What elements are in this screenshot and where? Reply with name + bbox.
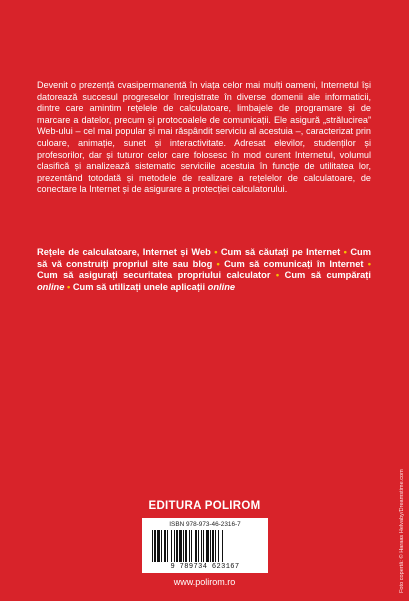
bullet-icon: • [216,258,220,269]
barcode-label [142,518,268,573]
contents-list [37,247,371,293]
isbn-text: ISBN 978-973-46-2316-7 [169,521,241,528]
contents-topic: Cum să asigurați securitatea propriului calculator [37,270,271,281]
photo-credit: Foto copertă: © Haraas Helvaby/Dreamstime.com [399,469,405,593]
contents-topic: Cum să vă construiți propriul site sau blog [37,247,371,269]
publisher-name: EDITURA POLIROM [148,500,261,512]
bullet-icon: • [66,281,71,292]
barcode-icon [152,530,258,562]
contents-topic: Cum să comunicați în Internet [224,258,364,269]
barcode-digits: 9 789734 623167 [170,563,240,571]
bullet-icon: • [367,258,371,269]
contents-topic: Cum să cumpărați online [37,270,371,292]
blurb-text: Devenit o prezență cvasipermanentă în viața celor mai mulți oameni, Internetul își datorează succesul progreselor înregistrate în diverse domenii ale informaticii, dintre care amintim rețelele de calculatoare, limbajele de programare și de marcare a datelor, precum și protocoalele de comunicații. Ele asigură „strălucirea” Web-ului – cel mai popular și mai răspândit serviciu al acestuia –, caracterizat prin culoare, animație, sunet și interactivitate. Adresat elevilor, studenților și profesorilor, dar și tuturor celor care folosesc în mod curent Internetul, volumul clasifică și analizează sistematic serviciile acestuia în funcție de utilitatea lor, prezentând totodată și metodele de realizare a rețelelor de calculatoare, de conectare la Internet și de asigurare a protecției calculatorului. [37,80,371,195]
contents-topic: Cum să căutați pe Internet [220,247,341,257]
bullet-icon: • [214,247,218,257]
contents-topic: Cum să utilizați unele aplicații online [72,281,236,292]
bullet-icon: • [275,270,280,281]
contents-topic: Rețele de calculatoare, Internet și Web [37,247,211,257]
website-link[interactable]: www.polirom.ro [173,577,236,587]
bullet-icon: • [343,247,347,257]
